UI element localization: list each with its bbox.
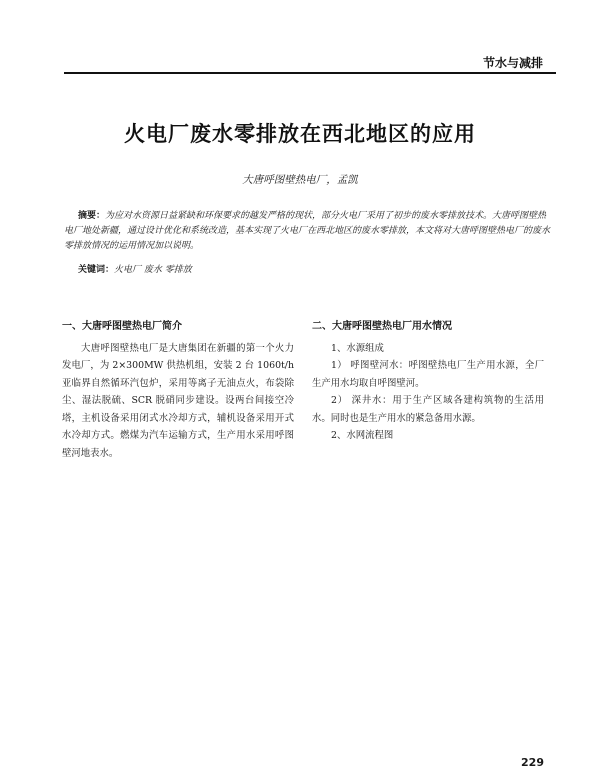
water-source-item-river: 1） 呼图壁河水：呼图壁热电厂生产用水源，全厂生产用水均取自呼图壁河。 xyxy=(312,360,544,389)
page-number: 229 xyxy=(521,756,544,769)
keywords xyxy=(78,262,548,275)
section-heading-intro: 一、大唐呼图壁热电厂简介 xyxy=(62,321,182,332)
author-affiliation: 大唐呼图壁热电厂，孟凯 xyxy=(242,174,358,186)
intro-paragraph: 大唐呼图壁热电厂是大唐集团在新疆的第一个火力发电厂，为 2×300MW 供热机组，安装 2 台 1060t/h 亚临界自然循环汽包炉，采用等离子无油点火，布袋除尘、湿法脱硫、SCR 脱硝同步建设。设两台间接空冷塔，主机设备采用闭式水冷却方式，辅机设备采用开式水冷却方式。燃煤为汽车运输方式，生产用水采用呼图壁河地表水。 xyxy=(62,342,294,459)
water-source-item-well: 2） 深井水：用于生产区域各建构筑物的生活用水。同时也是生产用水的紧急备用水源。 xyxy=(312,395,544,424)
sub-heading-flow-chart: 2、水网流程图 xyxy=(331,430,394,441)
right-column xyxy=(312,318,544,445)
header-rule xyxy=(64,72,556,74)
abstract-text: 为应对水资源日益紧缺和环保要求的越发严格的现状，部分火电厂采用了初步的废水零排放技术。大唐呼图壁热电厂地处新疆，通过设计优化和系统改造，基本实现了火电厂在西北地区的废水零排放，本文将对大唐呼图壁热电厂的废水零排放情况的运用情况加以说明。 xyxy=(64,211,551,251)
article-title: 火电厂废水零排放在西北地区的应用 xyxy=(124,122,476,146)
section-heading-water-use: 二、大唐呼图壁热电厂用水情况 xyxy=(312,321,452,332)
abstract-label: 摘要： xyxy=(78,211,106,221)
sub-heading-water-sources: 1、水源组成 xyxy=(331,342,384,354)
abstract xyxy=(64,209,550,254)
keywords-text: 火电厂 废水 零排放 xyxy=(114,265,192,275)
keywords-label: 关键词： xyxy=(78,265,115,275)
left-column xyxy=(62,318,294,462)
section-tag: 节水与减排 xyxy=(482,56,543,70)
